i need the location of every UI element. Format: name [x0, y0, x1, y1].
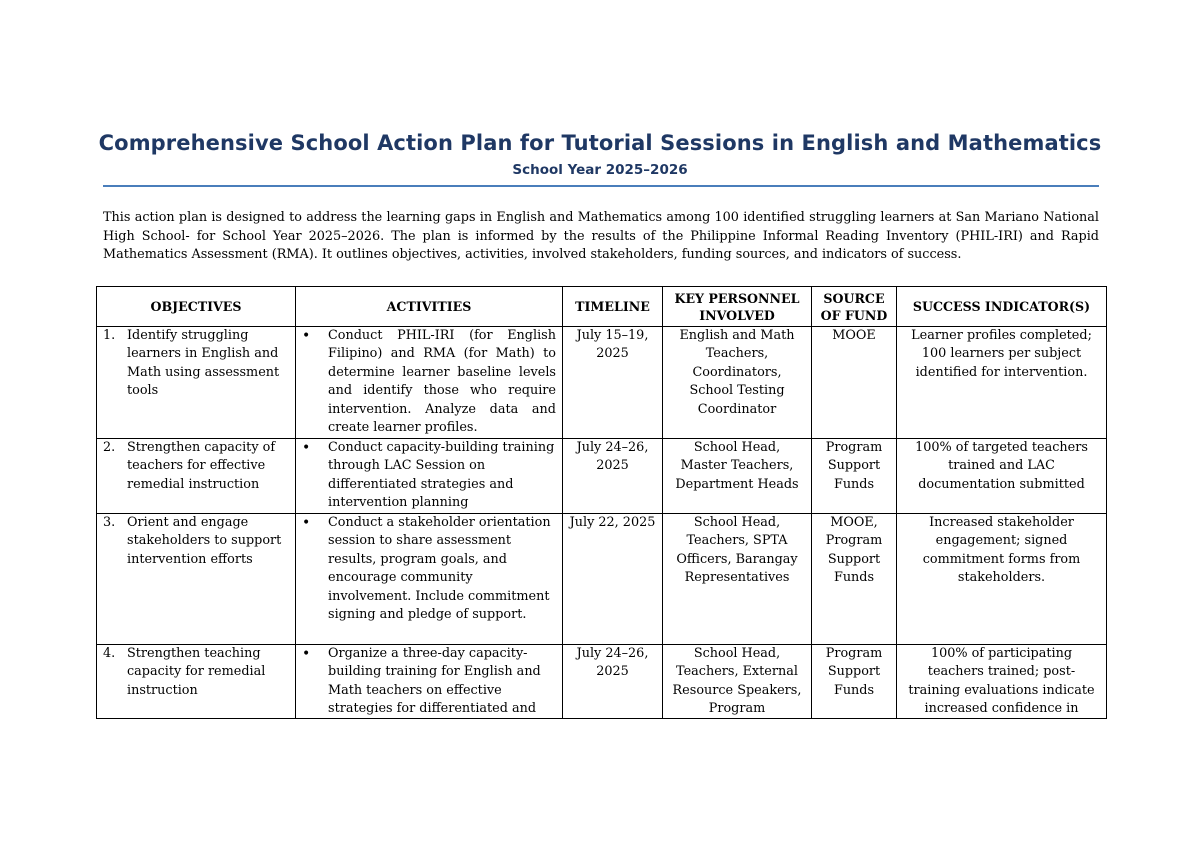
timeline-cell: July 24–26, 2025 [563, 645, 663, 719]
bullet-icon: • [302, 328, 311, 344]
objective-text: Identify struggling learners in English and Math using assessment tools [127, 328, 280, 399]
personnel-text: School Head, Teachers, External Resource Speakers, Program [672, 646, 802, 717]
bullet-icon: • [302, 440, 311, 456]
bullet-icon: • [302, 646, 311, 662]
header-objectives: OBJECTIVES [97, 287, 296, 327]
row-number: 2. [103, 440, 116, 455]
header-timeline: TIMELINE [563, 287, 663, 327]
indicator-cell [897, 645, 1107, 719]
personnel-cell: School Head, Teachers, SPTA Officers, Barangay Representatives [663, 514, 812, 645]
fund-cell: MOOE, Program Support Funds [812, 514, 897, 645]
indicator-cell: Learner profiles completed; 100 learners per subject identified for intervention. [897, 327, 1107, 439]
header-source-of-fund: SOURCE OF FUND [812, 287, 897, 327]
objective-text: Strengthen teaching capacity for remedial instruction [127, 646, 266, 698]
activity-text: Organize a three-day capacity-building training for English and Math teachers on effective strategies for differentiated and [328, 646, 541, 717]
objective-cell [97, 439, 296, 514]
fund-cell: MOOE [812, 327, 897, 439]
objective-cell [97, 514, 296, 645]
personnel-cell: School Head, Master Teachers, Department Heads [663, 439, 812, 514]
indicator-cell: 100% of targeted teachers trained and LAC documentation submitted [897, 439, 1107, 514]
timeline-cell: July 15–19, 2025 [563, 327, 663, 439]
table-row [97, 327, 1107, 439]
fund-cell: Program Support Funds [812, 645, 897, 719]
timeline-cell: July 24–26, 2025 [563, 439, 663, 514]
objective-text: Strengthen capacity of teachers for effective remedial instruction [127, 440, 276, 492]
table-row [97, 514, 1107, 645]
fund-cell: Program Support Funds [812, 439, 897, 514]
row-number: 1. [103, 328, 116, 343]
personnel-cell [663, 645, 812, 719]
activity-cell [296, 645, 563, 719]
indicator-text: 100% of participating teachers trained; post-training evaluations indicate increased confidence in [908, 646, 1095, 717]
action-plan-table [96, 286, 1107, 719]
activity-cell [296, 439, 563, 514]
indicator-cell: Increased stakeholder engagement; signed commitment forms from stakeholders. [897, 514, 1107, 645]
table-row [97, 645, 1107, 719]
header-activities: ACTIVITIES [296, 287, 563, 327]
activity-cell [296, 514, 563, 645]
table-header-row [97, 287, 1107, 327]
header-key-personnel: KEY PERSONNEL INVOLVED [663, 287, 812, 327]
personnel-cell: English and Math Teachers, Coordinators, School Testing Coordinator [663, 327, 812, 439]
intro-paragraph: This action plan is designed to address the learning gaps in English and Mathematics among 100 identified struggling learners at San Mariano National High School- for School Year 2025–2026. The plan is informed by the results of the Philippine Informal Reading Inventory (PHIL-IRI) and Rapid Mathematics Assessment (RMA). It outlines objectives, activities, involved stakeholders, funding sources, and indicators of success. [103, 210, 1099, 262]
activity-text: Conduct capacity-building training through LAC Session on differentiated strategies and intervention planning [328, 440, 555, 511]
table-row [97, 439, 1107, 514]
header-success-indicators: SUCCESS INDICATOR(S) [897, 287, 1107, 327]
activity-text: Conduct PHIL-IRI (for English Filipino) and RMA (for Math) to determine learner baseline levels and identify those who require intervention. Analyze data and create learner profiles. [328, 328, 556, 436]
school-year-subtitle: School Year 2025–2026 [512, 162, 688, 178]
objective-text: Orient and engage stakeholders to support intervention efforts [127, 515, 282, 567]
row-number: 4. [103, 646, 116, 661]
timeline-cell: July 22, 2025 [563, 514, 663, 645]
objective-cell [97, 327, 296, 439]
bullet-icon: • [302, 515, 311, 531]
title-divider [103, 185, 1099, 187]
objective-cell [97, 645, 296, 719]
page-title: Comprehensive School Action Plan for Tutorial Sessions in English and Mathematics [98, 131, 1102, 155]
activity-cell [296, 327, 563, 439]
row-number: 3. [103, 515, 116, 530]
activity-text: Conduct a stakeholder orientation session to share assessment results, program goals, and encourage community involvement. Include commitment signing and pledge of support. [328, 515, 551, 623]
